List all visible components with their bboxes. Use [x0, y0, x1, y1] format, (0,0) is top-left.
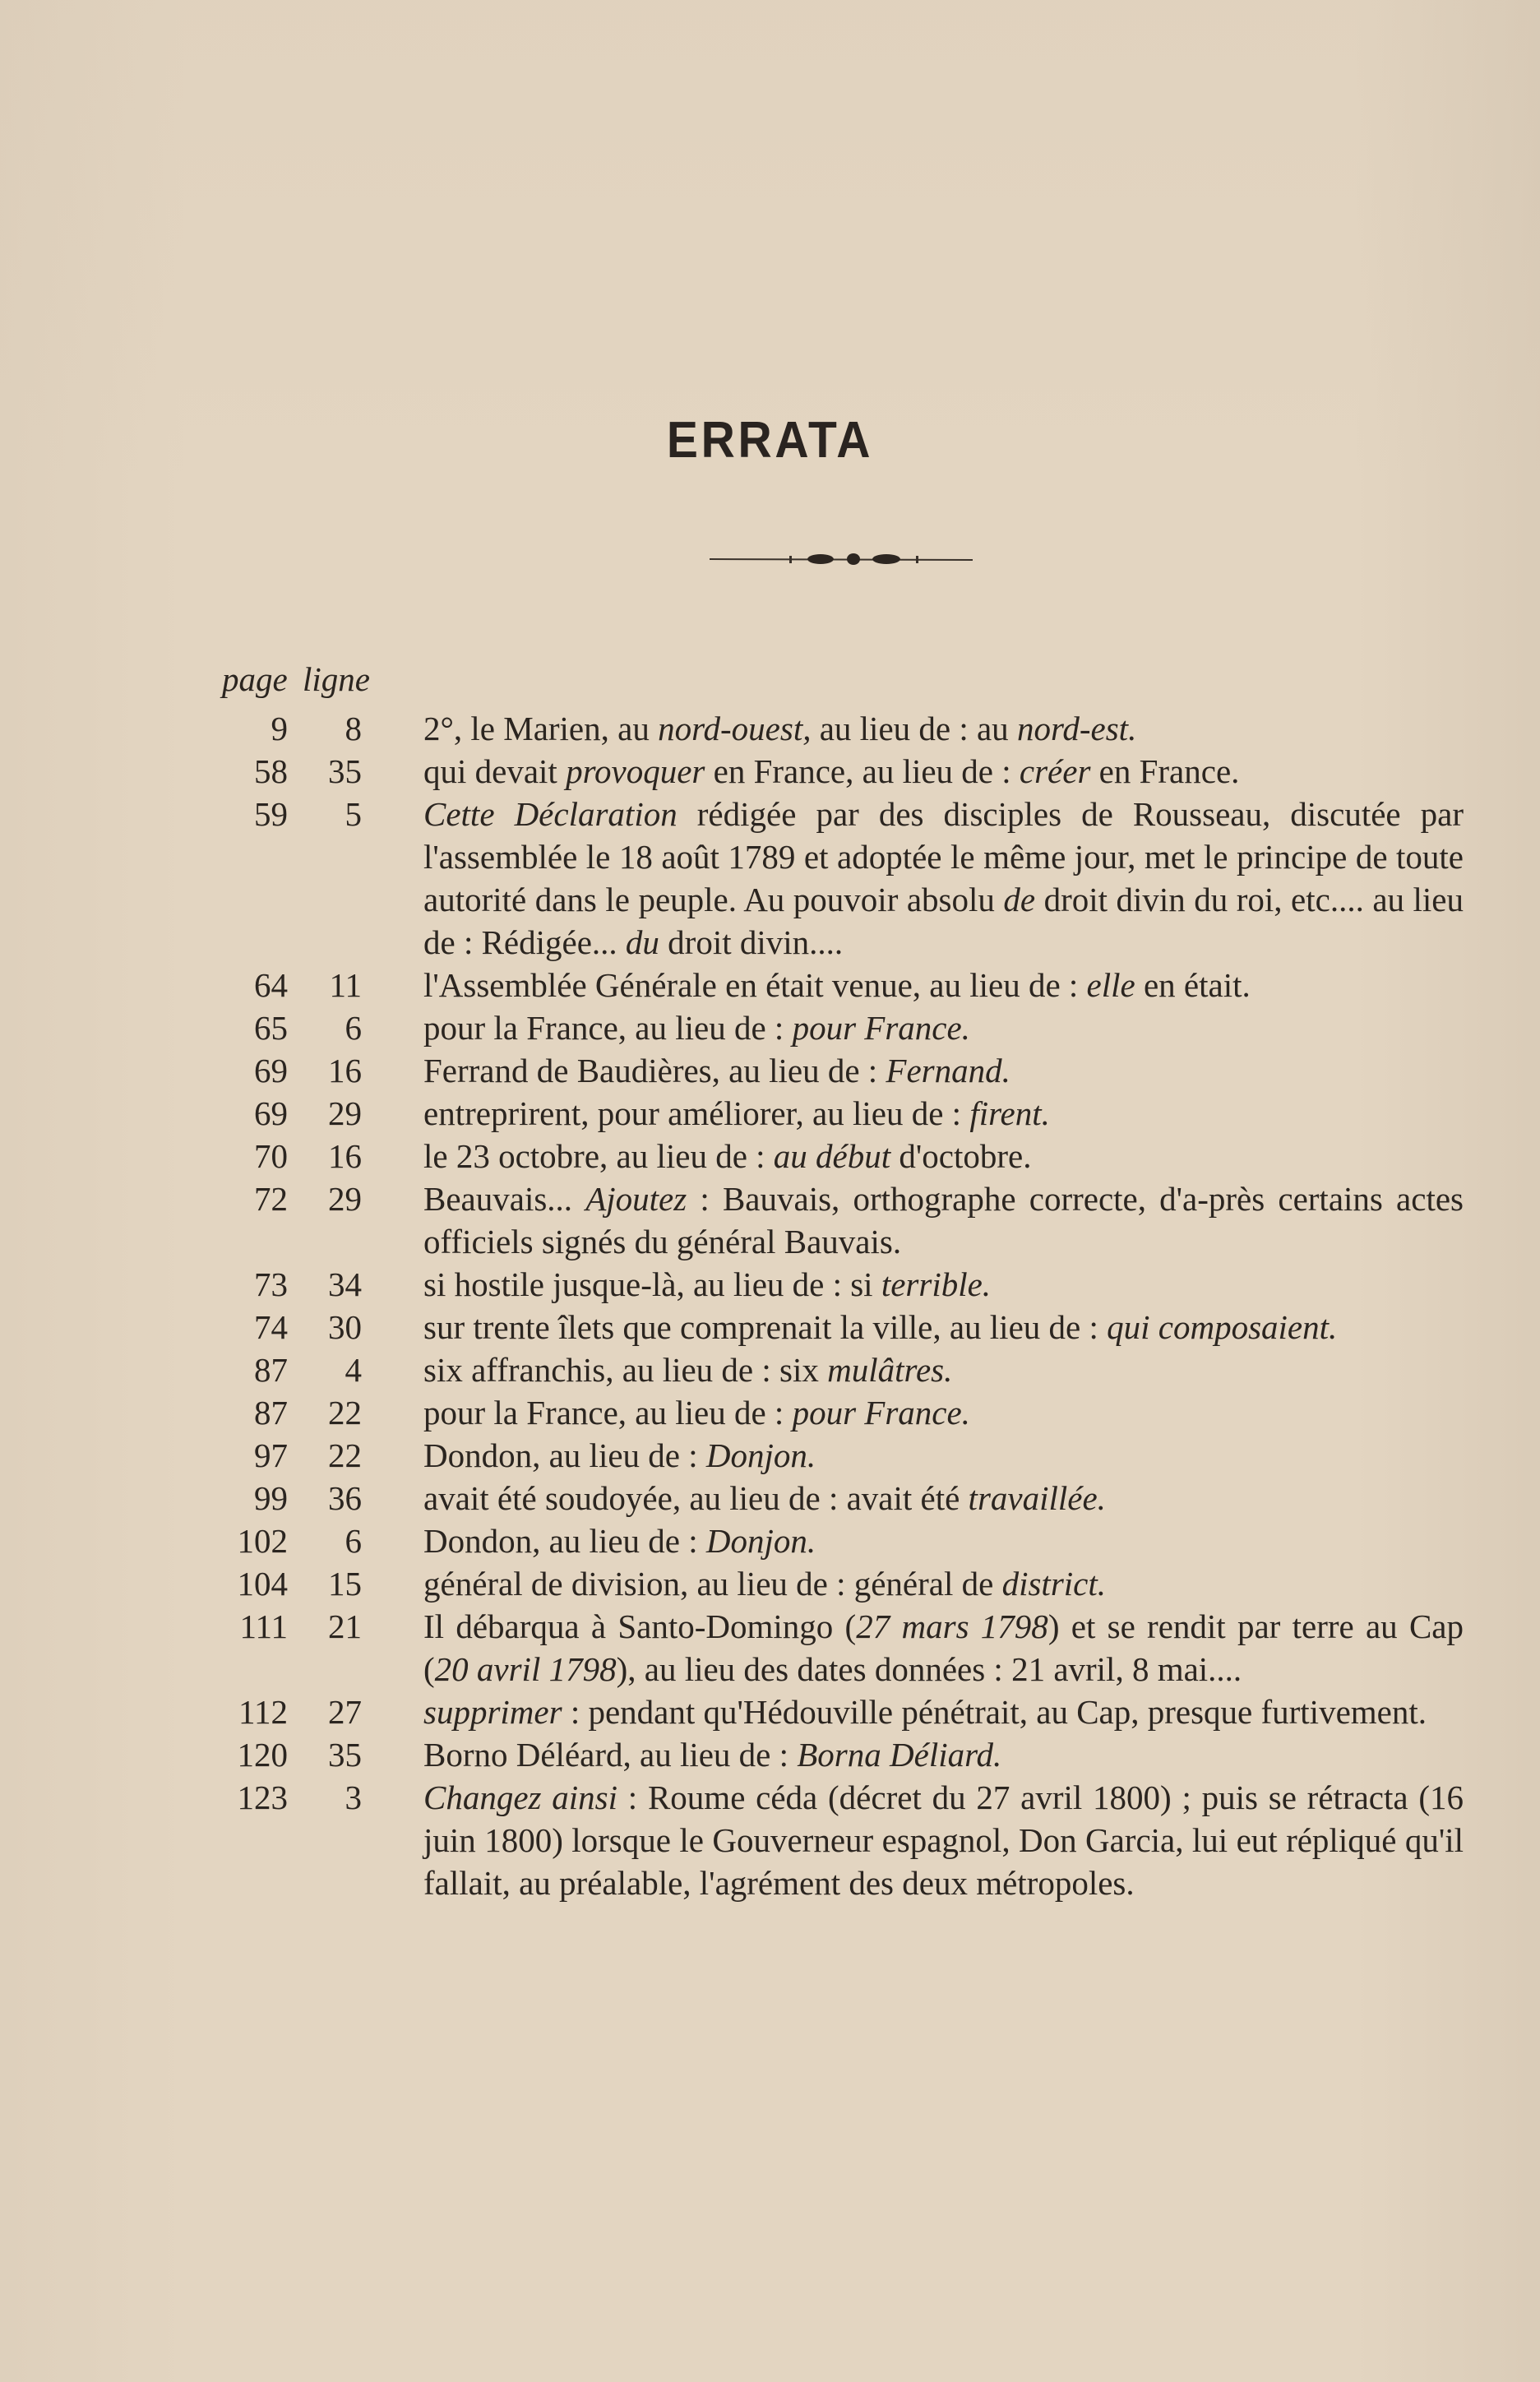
entry-line-number: 22	[328, 1394, 362, 1432]
errata-entry	[222, 1306, 1464, 1348]
entry-page-number: 73	[254, 1265, 288, 1303]
entry-correction-text: si hostile jusque-là, au lieu de : si terrible.	[423, 1265, 992, 1303]
entry-correction-text: pour la France, au lieu de : pour France.	[423, 1394, 970, 1432]
entry-page-number: 87	[254, 1394, 288, 1432]
entry-correction-text: Beauvais... Ajoutez : Bauvais, orthographe correcte, d'a-près certains actes officiels signés du général Bauvais.	[423, 1180, 1464, 1260]
errata-entry	[222, 1733, 1464, 1776]
entry-line-number: 22	[328, 1436, 362, 1474]
entry-page-number: 59	[254, 795, 288, 833]
entry-correction-text: l'Assemblée Générale en était venue, au lieu de : elle en était.	[423, 966, 1251, 1004]
entry-page-number: 70	[254, 1137, 288, 1175]
header-ligne: ligne	[302, 660, 370, 698]
errata-entry	[222, 1691, 1464, 1733]
entry-line-number: 6	[345, 1522, 362, 1560]
errata-entry	[222, 707, 1464, 750]
entry-line-number: 27	[328, 1693, 362, 1731]
errata-entry	[222, 750, 1464, 793]
entry-correction-text: six affranchis, au lieu de : six mulâtres.	[423, 1351, 953, 1389]
ornament-divider-icon	[705, 551, 977, 567]
errata-entry	[222, 1562, 1464, 1605]
entry-correction-text: Changez ainsi : Roume céda (décret du 27 avril 1800) ; puis se rétracta (16 juin 1800) lorsque le Gouverneur espagnol, Don Garcia, lui eut répliqué qu'il fallait, au préalable, l'agrément des deux métropoles.	[423, 1778, 1464, 1902]
entry-page-number: 65	[254, 1009, 288, 1047]
entry-line-number: 4	[345, 1351, 362, 1389]
entry-page-number: 74	[254, 1308, 288, 1346]
entry-page-number: 99	[254, 1479, 288, 1517]
entry-line-number: 8	[345, 710, 362, 747]
errata-entry	[222, 793, 1464, 964]
errata-entry	[222, 1605, 1464, 1691]
entry-line-number: 34	[328, 1265, 362, 1303]
header-page: page	[222, 660, 288, 698]
entry-line-number: 11	[329, 966, 362, 1004]
entry-correction-text: Borno Déléard, au lieu de : Borna Déliard.	[423, 1736, 1002, 1774]
entry-page-number: 112	[238, 1693, 288, 1731]
errata-entry	[222, 1391, 1464, 1434]
entry-page-number: 69	[254, 1094, 288, 1132]
entry-line-number: 35	[328, 752, 362, 790]
entry-page-number: 69	[254, 1052, 288, 1089]
entry-page-number: 72	[254, 1180, 288, 1218]
errata-entry	[222, 1477, 1464, 1519]
errata-entry	[222, 1177, 1464, 1263]
errata-entry	[222, 1776, 1464, 1904]
entry-page-number: 64	[254, 966, 288, 1004]
entry-correction-text: qui devait provoquer en France, au lieu de : créer en France.	[423, 752, 1240, 790]
page-title: ERRATA	[666, 412, 874, 469]
entry-line-number: 21	[328, 1607, 362, 1645]
errata-entry	[222, 1263, 1464, 1306]
entry-line-number: 6	[345, 1009, 362, 1047]
errata-entry	[222, 1519, 1464, 1562]
entry-line-number: 16	[328, 1052, 362, 1089]
entry-line-number: 16	[328, 1137, 362, 1175]
entry-correction-text: entreprirent, pour améliorer, au lieu de : firent.	[423, 1094, 1050, 1132]
entry-page-number: 111	[239, 1607, 288, 1645]
entry-correction-text: Il débarqua à Santo-Domingo (27 mars 1798) et se rendit par terre au Cap (20 avril 1798), au lieu des dates données : 21 avril, 8 mai....	[423, 1607, 1464, 1688]
entry-page-number: 123	[237, 1778, 288, 1816]
entry-correction-text: général de division, au lieu de : général de district.	[423, 1565, 1107, 1603]
entry-correction-text: avait été soudoyée, au lieu de : avait été travaillée.	[423, 1479, 1106, 1517]
entry-line-number: 29	[328, 1094, 362, 1132]
errata-entry	[222, 1434, 1464, 1477]
errata-entry	[222, 1049, 1464, 1092]
entry-page-number: 102	[237, 1522, 288, 1560]
entry-page-number: 104	[237, 1565, 288, 1603]
errata-entry	[222, 1092, 1464, 1135]
entry-correction-text: Cette Déclaration rédigée par des disciples de Rousseau, discutée par l'assemblée le 18 août 1789 et adoptée le même jour, met le principe de toute autorité dans le peuple. Au pouvoir absolu de droit divin du roi, etc.... au lieu de : Rédigée... du droit divin....	[423, 795, 1464, 961]
errata-entry	[222, 1135, 1464, 1177]
entry-correction-text: Dondon, au lieu de : Donjon.	[423, 1522, 816, 1560]
entry-page-number: 58	[254, 752, 288, 790]
entry-correction-text: sur trente îlets que comprenait la ville, au lieu de : qui composaient.	[423, 1308, 1338, 1346]
entry-page-number: 87	[254, 1351, 288, 1389]
entry-line-number: 15	[328, 1565, 362, 1603]
entry-correction-text: supprimer : pendant qu'Hédouville pénétrait, au Cap, presque furtivement.	[423, 1693, 1427, 1731]
errata-list	[222, 658, 1464, 1904]
entry-line-number: 29	[328, 1180, 362, 1218]
errata-entry	[222, 1006, 1464, 1049]
errata-entry	[222, 964, 1464, 1006]
entry-page-number: 97	[254, 1436, 288, 1474]
entry-line-number: 5	[345, 795, 362, 833]
entry-correction-text: Dondon, au lieu de : Donjon.	[423, 1436, 816, 1474]
entry-line-number: 35	[328, 1736, 362, 1774]
entry-page-number: 9	[271, 710, 288, 747]
errata-entry	[222, 1348, 1464, 1391]
entry-correction-text: Ferrand de Baudières, au lieu de : Fernand.	[423, 1052, 1010, 1089]
entry-correction-text: le 23 octobre, au lieu de : au début d'octobre.	[423, 1137, 1032, 1175]
entry-correction-text: 2°, le Marien, au nord-ouest, au lieu de : au nord-est.	[423, 710, 1137, 747]
entry-page-number: 120	[237, 1736, 288, 1774]
entry-line-number: 36	[328, 1479, 362, 1517]
entry-correction-text: pour la France, au lieu de : pour France.	[423, 1009, 970, 1047]
column-header	[222, 658, 1464, 707]
entry-line-number: 30	[328, 1308, 362, 1346]
entry-line-number: 3	[345, 1778, 362, 1816]
